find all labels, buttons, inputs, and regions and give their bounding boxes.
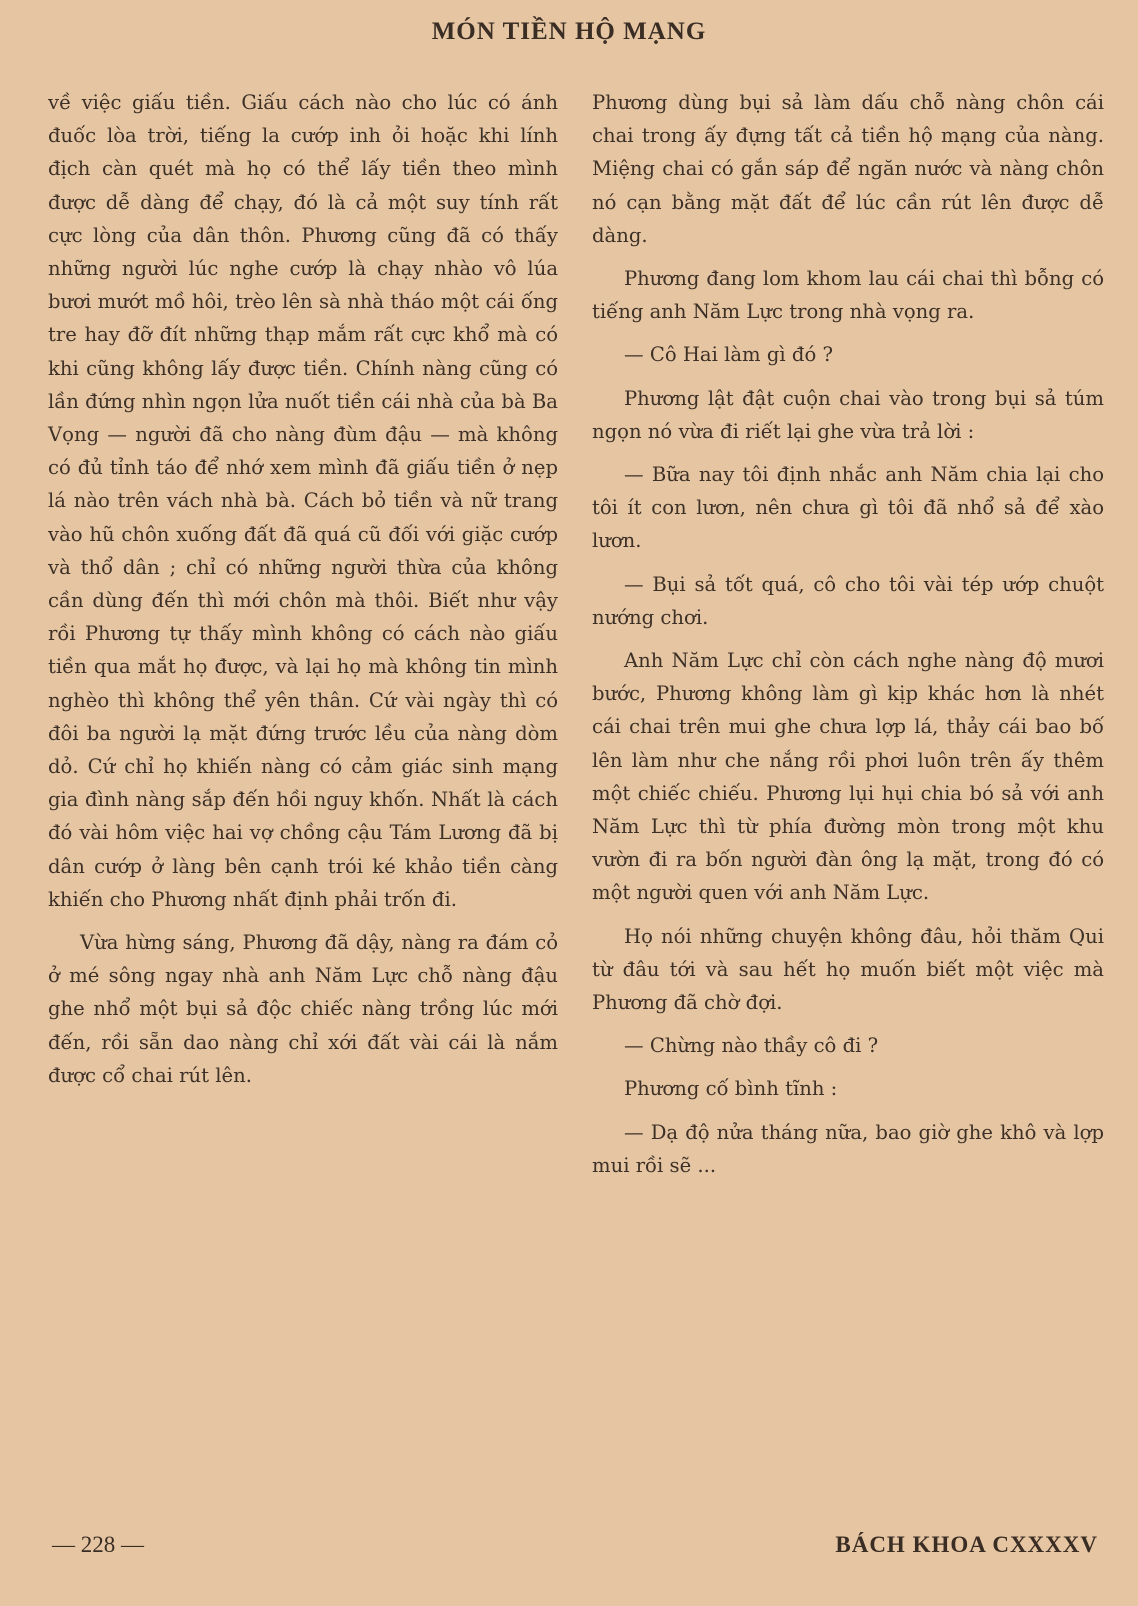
paragraph: Phương lật đật cuộn chai vào trong bụi sả túm ngọn nó vừa đi riết lại ghe vừa trả lời : xyxy=(592,386,1104,443)
paragraph: Phương đang lom khom lau cái chai thì bỗng có tiếng anh Năm Lực trong nhà vọng ra. xyxy=(592,267,1104,324)
left-column xyxy=(48,86,558,1102)
paragraph: Vừa hừng sáng, Phương đã dậy, nàng ra đám cỏ ở mé sông ngay nhà anh Năm Lực chỗ nàng đậu ghe nhổ một bụi sả độc chiếc nàng trồng lúc mới đến, rồi sẵn dao nàng chỉ xới đất vài cái là nắm được cổ chai rút lên. xyxy=(48,931,558,1087)
right-column xyxy=(592,86,1104,1192)
paragraph: về việc giấu tiền. Giấu cách nào cho lúc có ánh đuốc lòa trời, tiếng la cướp inh ỏi hoặc khi lính địch càn quét mà họ có thể lấy tiền theo mình được dễ dàng để chạy, đó là cả một suy tính rất cực lòng của dân thôn. Phương cũng đã có thấy những người lúc nghe cướp là chạy nhào vô lúa bươi mướt mồ hôi, trèo lên sà nhà tháo một cái ống tre hay đỡ đít những thạp mắm rất cực khổ mà có khi cũng không lấy được tiền. Chính nàng cũng có lần đứng nhìn ngọn lửa nuốt tiền cái nhà của bà Ba Vọng — người đã cho nàng đùm đậu — mà không có đủ tỉnh táo để nhớ xem mình đã giấu tiền ở nẹp lá nào trên vách nhà bà. Cách bỏ tiền và nữ trang vào hũ chôn xuống đất đã quá cũ đối với giặc cướp và thổ dân ; chỉ có những người thừa của không cần dùng đến thì mới chôn mà thôi. Biết như vậy rồi Phương tự thấy mình không có cách nào giấu tiền qua mắt họ được, và lại họ mà không tin mình nghèo thì không thể yên thân. Cứ vài ngày thì có đôi ba người lạ mặt đứng trước lều của nàng dòm dỏ. Cứ chỉ họ khiến nàng có cảm giác sinh mạng gia đình nàng sắp đến hồi nguy khốn. Nhất là cách đó vài hôm việc hai vợ chồng cậu Tám Lương đã bị dân cướp ở làng bên cạnh trói ké khảo tiền càng khiến cho Phương nhất định phải trốn đi. xyxy=(48,91,558,911)
magazine-name: BÁCH KHOA CXXXXV xyxy=(835,1532,1098,1557)
dialogue-line: — Chừng nào thầy cô đi ? xyxy=(624,1034,879,1058)
page-title: MÓN TIỀN HỘ MẠNG xyxy=(431,18,707,45)
page-number: — 228 — xyxy=(52,1532,144,1557)
paragraph: Họ nói những chuyện không đâu, hỏi thăm Qui từ đâu tới và sau hết họ muốn biết một việc mà Phương đã chờ đợi. xyxy=(592,924,1104,1015)
dialogue-line: — Cô Hai làm gì đó ? xyxy=(624,343,833,367)
dialogue-line: — Bữa nay tôi định nhắc anh Năm chia lại cho tôi ít con lươn, nên chưa gì tôi đã nhổ sả để xào lươn. xyxy=(592,463,1104,553)
paragraph: Phương dùng bụi sả làm dấu chỗ nàng chôn cái chai trong ấy đựng tất cả tiền hộ mạng của nàng. Miệng chai có gắn sáp để ngăn nước và nàng chôn nó cạn bằng mặt đất để lúc cần rút lên được dễ dàng. xyxy=(592,91,1104,247)
paragraph: Anh Năm Lực chỉ còn cách nghe nàng độ mươi bước, Phương không làm gì kịp khác hơn là nhét cái chai trên mui ghe chưa lợp lá, thảy cái bao bố lên làm như che nắng rồi phơi luôn trên ấy thêm một chiếc chiếu. Phương lụi hụi chia bó sả với anh Năm Lực thì từ phía đường mòn trong một khu vườn đi ra bốn người đàn ông lạ mặt, trong đó có một người quen với anh Năm Lực. xyxy=(592,649,1104,905)
dialogue-line: — Bụi sả tốt quá, cô cho tôi vài tép ướp chuột nướng chơi. xyxy=(592,572,1104,629)
dialogue-line: — Dạ độ nửa tháng nữa, bao giờ ghe khô và lợp mui rồi sẽ ... xyxy=(592,1120,1104,1177)
paragraph: Phương cố bình tĩnh : xyxy=(624,1077,838,1101)
